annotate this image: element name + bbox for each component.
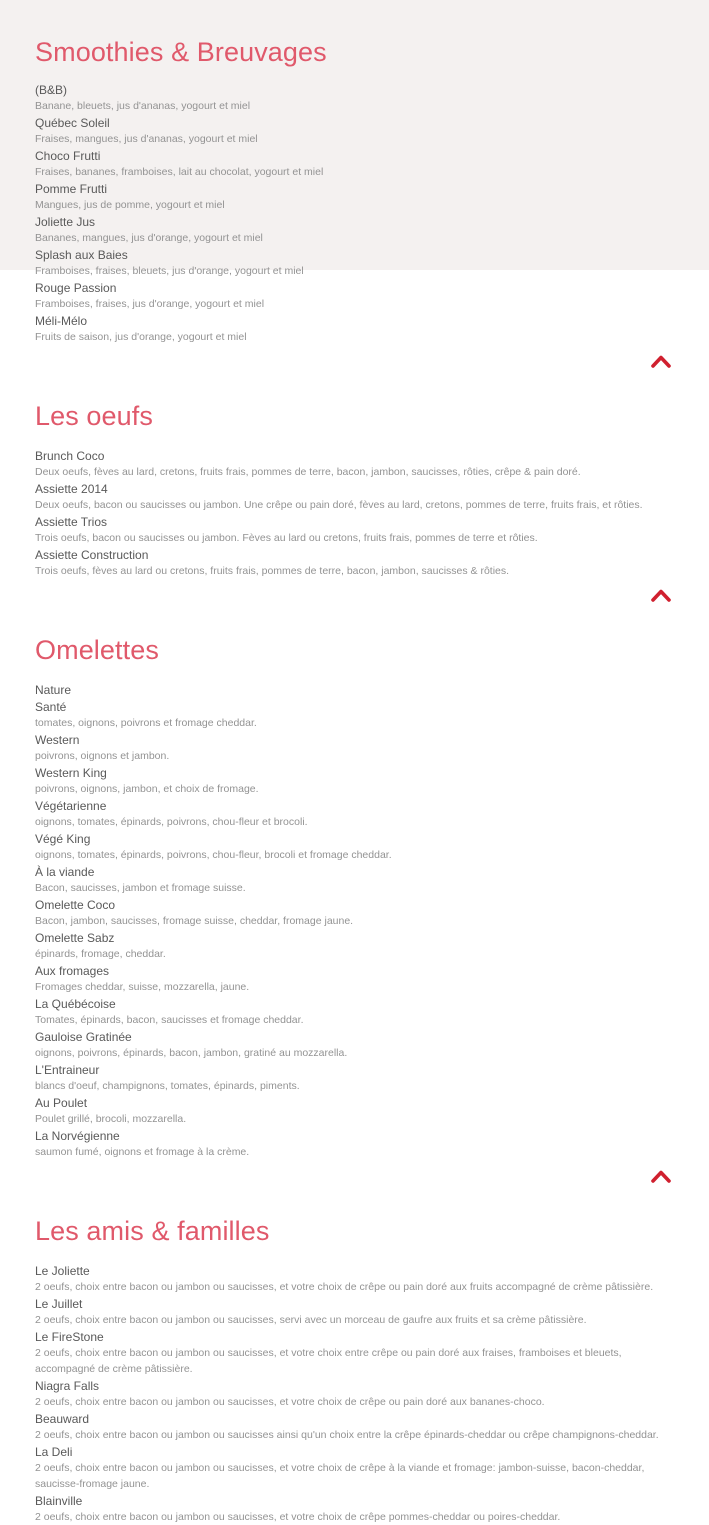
menu-item-description: 2 oeufs, choix entre bacon ou jambon ou saucisses, servi avec un morceau de gaufre aux fruits et sa crème pâtissière. xyxy=(35,1314,587,1326)
menu-item-description: Deux oeufs, bacon ou saucisses ou jambon. Une crêpe ou pain doré, fèves au lard, cretons, pommes de terre, fruits frais, et rôties. xyxy=(35,499,643,511)
menu-item-name: Western King xyxy=(35,766,107,780)
menu-item xyxy=(35,1492,674,1525)
chevron-up-icon xyxy=(650,352,672,370)
menu-item-name: Blainville xyxy=(35,1494,83,1508)
back-to-top-button[interactable] xyxy=(650,1167,672,1185)
menu-item-name: Assiette 2014 xyxy=(35,482,108,496)
menu-item-name: À la viande xyxy=(35,865,95,879)
menu-item xyxy=(35,180,674,213)
menu-item xyxy=(35,962,674,995)
menu-item-name: Niagra Falls xyxy=(35,1379,100,1393)
menu-item-description: Fruits de saison, jus d'orange, yogourt et miel xyxy=(35,331,247,343)
menu-item xyxy=(35,764,674,797)
menu-item-description: Framboises, fraises, jus d'orange, yogourt et miel xyxy=(35,298,265,310)
menu-item-name: La Québécoise xyxy=(35,997,116,1011)
menu-item-name: Assiette Construction xyxy=(35,548,149,562)
menu-item-list-oeufs xyxy=(35,433,674,579)
menu-item-name: Aux fromages xyxy=(35,964,110,978)
menu-item xyxy=(35,213,674,246)
menu-item xyxy=(35,81,674,114)
menu-item xyxy=(35,681,674,698)
menu-item-description: Tomates, épinards, bacon, saucisses et fromage cheddar. xyxy=(35,1014,304,1026)
menu-item-name: La Deli xyxy=(35,1445,73,1459)
menu-item-description: blancs d'oeuf, champignons, tomates, épinards, piments. xyxy=(35,1080,300,1092)
menu-item xyxy=(35,1377,674,1410)
menu-item-description: 2 oeufs, choix entre bacon ou jambon ou saucisses, et votre choix de crêpe à la viande et fromage: jambon-suisse, bacon-cheddar, saucisse-fromage jaune. xyxy=(35,1462,645,1490)
menu-item-description: oignons, tomates, épinards, poivrons, chou-fleur, brocoli et fromage cheddar. xyxy=(35,849,392,861)
menu-item-description: tomates, oignons, poivrons et fromage cheddar. xyxy=(35,717,257,729)
menu-item-name: Méli-Mélo xyxy=(35,314,88,328)
menu-item-name: Splash aux Baies xyxy=(35,248,128,262)
menu-item xyxy=(35,1127,674,1160)
menu-item-name: Choco Frutti xyxy=(35,149,101,163)
menu-item-name: Végétarienne xyxy=(35,799,107,813)
back-to-top-row xyxy=(0,1160,709,1186)
section-title-oeufs: Les oeufs xyxy=(35,401,153,431)
menu-section-omelettes xyxy=(0,605,709,1160)
menu-item xyxy=(35,1262,674,1295)
menu-item-name: Pomme Frutti xyxy=(35,182,108,196)
menu-item-description: Fraises, mangues, jus d'ananas, yogourt et miel xyxy=(35,133,258,145)
menu-item-name: Western xyxy=(35,733,80,747)
menu-item-name: Québec Soleil xyxy=(35,116,110,130)
menu-item-description: Fromages cheddar, suisse, mozzarella, jaune. xyxy=(35,981,250,993)
menu-item-description: poivrons, oignons, jambon, et choix de fromage. xyxy=(35,783,259,795)
menu-item-description: oignons, poivrons, épinards, bacon, jambon, gratiné au mozzarella. xyxy=(35,1047,348,1059)
menu-item xyxy=(35,1028,674,1061)
menu-item-list-amis-familles xyxy=(35,1248,674,1525)
menu-item xyxy=(35,863,674,896)
menu-item-description: Deux oeufs, fèves au lard, cretons, fruits frais, pommes de terre, bacon, jambon, saucisses, rôties, crêpe & pain doré. xyxy=(35,466,581,478)
menu-item-name: Végé King xyxy=(35,832,91,846)
section-title-omelettes: Omelettes xyxy=(35,635,159,665)
back-to-top-row xyxy=(0,579,709,605)
menu-item-description: Bacon, saucisses, jambon et fromage suisse. xyxy=(35,882,246,894)
menu-item-name: Au Poulet xyxy=(35,1096,88,1110)
menu-item-name: (B&B) xyxy=(35,83,68,97)
chevron-up-icon xyxy=(650,1167,672,1185)
menu-item-description: Trois oeufs, bacon ou saucisses ou jambon. Fèves au lard ou cretons, fruits frais, pommes de terre et rôties. xyxy=(35,532,538,544)
menu-item xyxy=(35,896,674,929)
menu-item-description: oignons, tomates, épinards, poivrons, chou-fleur et brocoli. xyxy=(35,816,308,828)
menu-item-description: Trois oeufs, fèves au lard ou cretons, fruits frais, pommes de terre, bacon, jambon, saucisses & rôties. xyxy=(35,565,510,577)
menu-item-name: Assiette Trios xyxy=(35,515,108,529)
menu-item xyxy=(35,246,674,279)
menu-item-description: Framboises, fraises, bleuets, jus d'orange, yogourt et miel xyxy=(35,265,304,277)
section-title-amis-familles: Les amis & familles xyxy=(35,1216,270,1246)
menu-item xyxy=(35,546,674,579)
menu-item xyxy=(35,1295,674,1328)
menu-section-smoothies xyxy=(0,0,709,345)
menu-item-description: épinards, fromage, cheddar. xyxy=(35,948,166,960)
menu-item-description: Bacon, jambon, saucisses, fromage suisse, cheddar, fromage jaune. xyxy=(35,915,354,927)
menu-item xyxy=(35,797,674,830)
menu-item xyxy=(35,447,674,480)
menu-item xyxy=(35,698,674,731)
menu-item-description: poivrons, oignons et jambon. xyxy=(35,750,170,762)
menu-item-name: Omelette Sabz xyxy=(35,931,115,945)
menu-item xyxy=(35,480,674,513)
menu-item-name: Le Joliette xyxy=(35,1264,90,1278)
back-to-top-row xyxy=(0,345,709,371)
menu-item-description: saumon fumé, oignons et fromage à la crème. xyxy=(35,1146,250,1158)
menu-item-name: Brunch Coco xyxy=(35,449,105,463)
menu-item-name: Beauward xyxy=(35,1412,90,1426)
menu-item-description: Banane, bleuets, jus d'ananas, yogourt et miel xyxy=(35,100,251,112)
menu-item-description: Fraises, bananes, framboises, lait au chocolat, yogourt et miel xyxy=(35,166,324,178)
menu-item xyxy=(35,1094,674,1127)
menu-item-description: Bananes, mangues, jus d'orange, yogourt et miel xyxy=(35,232,263,244)
menu-item-name: Gauloise Gratinée xyxy=(35,1030,132,1044)
menu-item xyxy=(35,995,674,1028)
menu-item xyxy=(35,279,674,312)
menu-item xyxy=(35,731,674,764)
menu-item-description: 2 oeufs, choix entre bacon ou jambon ou saucisses, et votre choix entre crêpe ou pain doré aux fraises, framboises et bleuets, accompagné de crème pâtissière. xyxy=(35,1347,622,1375)
menu-item-description: 2 oeufs, choix entre bacon ou jambon ou saucisses, et votre choix de crêpe ou pain doré aux fruits accompagné de crème pâtissière. xyxy=(35,1281,654,1293)
menu-item-name: Rouge Passion xyxy=(35,281,117,295)
menu-item-description: 2 oeufs, choix entre bacon ou jambon ou saucisses ainsi qu'un choix entre la crêpe épinards-cheddar ou crêpe champignons-cheddar. xyxy=(35,1429,659,1441)
menu-item-name: Nature xyxy=(35,683,72,697)
back-to-top-button[interactable] xyxy=(650,586,672,604)
menu-item-name: La Norvégienne xyxy=(35,1129,120,1143)
menu-item-list-smoothies xyxy=(35,69,674,345)
menu-item-description: Poulet grillé, brocoli, mozzarella. xyxy=(35,1113,187,1125)
menu-item xyxy=(35,929,674,962)
menu-item-name: Santé xyxy=(35,700,67,714)
menu-item-description: 2 oeufs, choix entre bacon ou jambon ou saucisses, et votre choix de crêpe ou pain doré aux bananes-choco. xyxy=(35,1396,545,1408)
menu-item-description: 2 oeufs, choix entre bacon ou jambon ou saucisses, et votre choix de crêpe pommes-cheddar ou poires-cheddar. xyxy=(35,1511,561,1523)
menu-item-description: Mangues, jus de pomme, yogourt et miel xyxy=(35,199,225,211)
menu-item-name: L'Entraineur xyxy=(35,1063,100,1077)
menu-item-name: Omelette Coco xyxy=(35,898,116,912)
menu-item xyxy=(35,830,674,863)
menu-item xyxy=(35,513,674,546)
menu-item xyxy=(35,1061,674,1094)
menu-item-list-omelettes xyxy=(35,667,674,1160)
menu-item-name: Joliette Jus xyxy=(35,215,96,229)
menu-item-name: Le FireStone xyxy=(35,1330,104,1344)
menu-item xyxy=(35,1443,674,1492)
menu-section-amis-familles xyxy=(0,1186,709,1525)
menu-item xyxy=(35,1410,674,1443)
menu-section-oeufs xyxy=(0,371,709,579)
section-title-smoothies: Smoothies & Breuvages xyxy=(35,37,327,67)
back-to-top-button[interactable] xyxy=(650,352,672,370)
menu-item xyxy=(35,1328,674,1377)
menu-item xyxy=(35,147,674,180)
menu-item-name: Le Juillet xyxy=(35,1297,83,1311)
menu-item xyxy=(35,114,674,147)
chevron-up-icon xyxy=(650,586,672,604)
menu-item xyxy=(35,312,674,345)
